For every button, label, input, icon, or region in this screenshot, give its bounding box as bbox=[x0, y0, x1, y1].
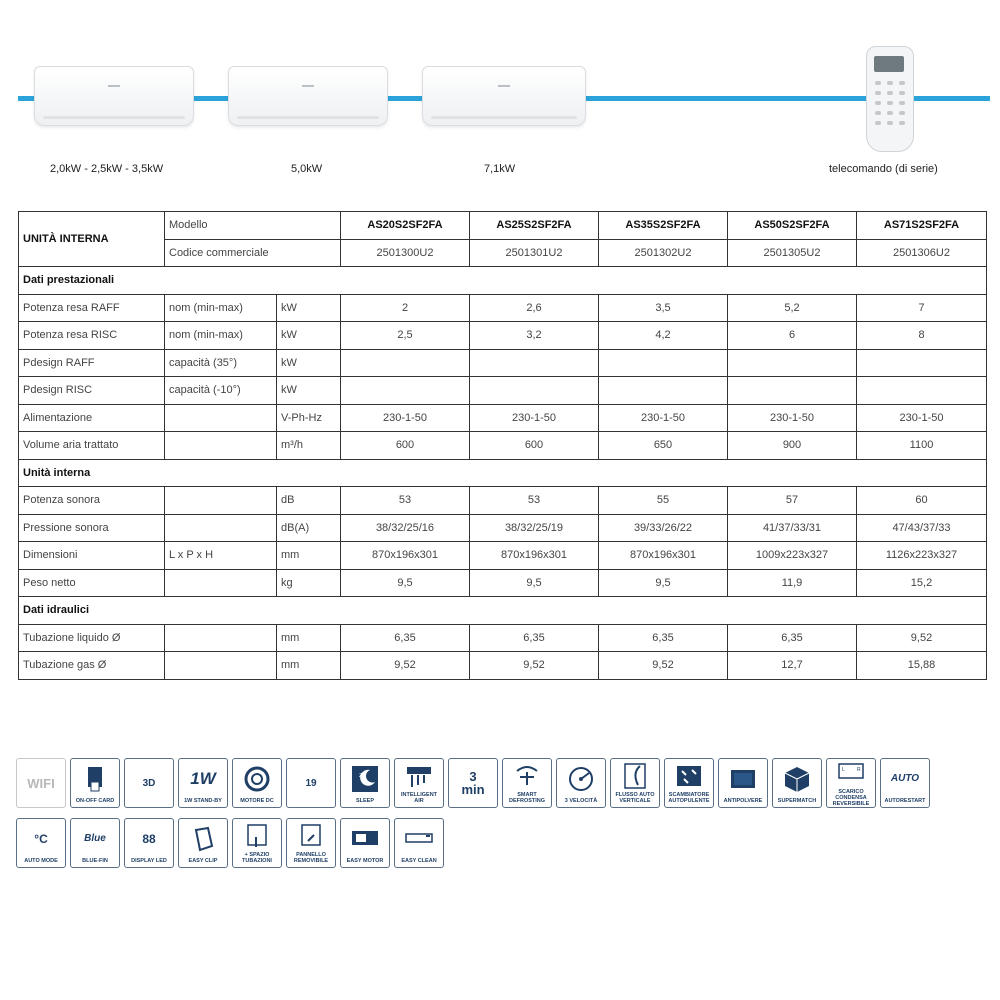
row-value bbox=[470, 377, 599, 405]
feature-label: MOTORE DC bbox=[240, 798, 274, 804]
on-off-card-icon-glyph bbox=[80, 764, 110, 794]
icon-glyph: 88 bbox=[142, 831, 156, 846]
row-condition bbox=[165, 487, 277, 515]
row-value: 12,7 bbox=[728, 652, 857, 680]
row-value bbox=[857, 377, 987, 405]
feature-label: ON-OFF CARD bbox=[75, 798, 115, 804]
remote-control bbox=[866, 46, 914, 152]
reversible-drain-icon bbox=[826, 758, 876, 808]
row-value: 11,9 bbox=[728, 569, 857, 597]
row-value: 870x196x301 bbox=[599, 542, 728, 570]
row-value: 4,2 bbox=[599, 322, 728, 350]
row-label: Potenza resa RISC bbox=[19, 322, 165, 350]
row-condition bbox=[165, 514, 277, 542]
row-unit: dB(A) bbox=[277, 514, 341, 542]
3-speeds-icon bbox=[556, 758, 606, 808]
row-value: 600 bbox=[341, 432, 470, 460]
supermatch-icon-glyph bbox=[782, 764, 812, 794]
row-unit: mm bbox=[277, 624, 341, 652]
feature-label: SCARICO CONDENSA REVERSIBILE bbox=[832, 789, 870, 807]
pipe-space-icon bbox=[232, 818, 282, 868]
row-value: 8 bbox=[857, 322, 987, 350]
row-value bbox=[341, 377, 470, 405]
row-value: 6,35 bbox=[341, 624, 470, 652]
feature-label: SUPERMATCH bbox=[777, 798, 817, 804]
section-row bbox=[19, 597, 987, 625]
row-label: Tubazione gas Ø bbox=[19, 652, 165, 680]
row-value: 53 bbox=[470, 487, 599, 515]
indoor-unit-header: UNITÀ INTERNA bbox=[19, 212, 165, 267]
row-unit: kW bbox=[277, 294, 341, 322]
wifi-icon bbox=[16, 758, 66, 808]
commercial-code: 2501301U2 bbox=[470, 239, 599, 267]
row-unit: m³/h bbox=[277, 432, 341, 460]
table-row bbox=[19, 624, 987, 652]
feature-label: SLEEP bbox=[355, 798, 375, 804]
model-name: AS71S2SF2FA bbox=[857, 212, 987, 240]
model-name: AS35S2SF2FA bbox=[599, 212, 728, 240]
product-hero bbox=[0, 0, 1000, 200]
row-value: 38/32/25/19 bbox=[470, 514, 599, 542]
icon-glyph: °C bbox=[34, 831, 48, 846]
auto-restart-icon bbox=[880, 758, 930, 808]
vertical-flow-icon bbox=[610, 758, 660, 808]
auto-mode-icon bbox=[16, 818, 66, 868]
feature-label: FLUSSO AUTO VERTICALE bbox=[615, 792, 655, 804]
smart-defrosting-icon-glyph bbox=[512, 761, 542, 791]
row-label: Pressione sonora bbox=[19, 514, 165, 542]
row-value bbox=[728, 377, 857, 405]
row-label: Peso netto bbox=[19, 569, 165, 597]
model-name: AS25S2SF2FA bbox=[470, 212, 599, 240]
self-cleaning-exchanger-icon bbox=[664, 758, 714, 808]
row-value: 41/37/33/31 bbox=[728, 514, 857, 542]
table-row bbox=[19, 377, 987, 405]
row-value: 3,2 bbox=[470, 322, 599, 350]
row-value bbox=[470, 349, 599, 377]
section-row bbox=[19, 267, 987, 295]
row-value: 60 bbox=[857, 487, 987, 515]
reversible-drain-icon-glyph bbox=[836, 759, 866, 789]
icon-glyph: 1W bbox=[190, 768, 216, 788]
row-value: 230-1-50 bbox=[728, 404, 857, 432]
row-value: 230-1-50 bbox=[857, 404, 987, 432]
indoor-unit-medium bbox=[228, 66, 388, 126]
feature-label: AUTORESTART bbox=[884, 798, 926, 804]
feature-label: EASY CLEAN bbox=[401, 858, 437, 864]
table-row bbox=[19, 569, 987, 597]
feature-label: SCAMBIATORE AUTOPULENTE bbox=[668, 792, 710, 804]
feature-label: ANTIPOLVERE bbox=[723, 798, 763, 804]
intelligent-air-icon-glyph bbox=[404, 761, 434, 791]
svg-text:L: L bbox=[842, 767, 845, 773]
code-label: Codice commerciale bbox=[165, 239, 341, 267]
row-unit: V-Ph-Hz bbox=[277, 404, 341, 432]
indoor-unit-small bbox=[34, 66, 194, 126]
spec-table bbox=[18, 211, 987, 680]
row-value: 15,2 bbox=[857, 569, 987, 597]
row-value: 230-1-50 bbox=[341, 404, 470, 432]
row-condition: nom (min-max) bbox=[165, 322, 277, 350]
row-condition bbox=[165, 404, 277, 432]
caption-large-unit: 7,1kW bbox=[484, 163, 516, 175]
table-row bbox=[19, 514, 987, 542]
easy-clip-icon-glyph bbox=[188, 824, 218, 854]
row-value: 9,52 bbox=[470, 652, 599, 680]
row-value: 2,5 bbox=[341, 322, 470, 350]
row-value: 1009x223x327 bbox=[728, 542, 857, 570]
commercial-code: 2501300U2 bbox=[341, 239, 470, 267]
commercial-code: 2501302U2 bbox=[599, 239, 728, 267]
feature-label: BLUE-FIN bbox=[82, 858, 108, 864]
row-value bbox=[341, 349, 470, 377]
pipe-space-icon-glyph bbox=[242, 821, 272, 851]
row-value: 600 bbox=[470, 432, 599, 460]
row-value: 6,35 bbox=[599, 624, 728, 652]
row-label: Volume aria trattato bbox=[19, 432, 165, 460]
row-value: 2 bbox=[341, 294, 470, 322]
row-value: 9,5 bbox=[470, 569, 599, 597]
easy-clip-icon bbox=[178, 818, 228, 868]
feature-label: DISPLAY LED bbox=[131, 858, 167, 864]
model-name: AS20S2SF2FA bbox=[341, 212, 470, 240]
icon-glyph: Blue bbox=[84, 833, 106, 844]
row-value bbox=[857, 349, 987, 377]
row-value: 15,88 bbox=[857, 652, 987, 680]
anti-dust-icon bbox=[718, 758, 768, 808]
row-unit: mm bbox=[277, 652, 341, 680]
caption-remote: telecomando (di serie) bbox=[829, 163, 938, 175]
row-value: 870x196x301 bbox=[470, 542, 599, 570]
indoor-unit-large bbox=[422, 66, 586, 126]
row-value: 47/43/37/33 bbox=[857, 514, 987, 542]
3d-airflow-icon bbox=[124, 758, 174, 808]
row-value: 9,5 bbox=[599, 569, 728, 597]
3-min-icon bbox=[448, 758, 498, 808]
row-condition: capacità (-10°) bbox=[165, 377, 277, 405]
row-value: 57 bbox=[728, 487, 857, 515]
self-cleaning-exchanger-icon-glyph bbox=[674, 761, 704, 791]
feature-label: 3 VELOCITÀ bbox=[564, 798, 598, 804]
display-led-icon bbox=[124, 818, 174, 868]
row-unit: kW bbox=[277, 322, 341, 350]
3-speeds-icon-glyph bbox=[566, 764, 596, 794]
smart-defrosting-icon bbox=[502, 758, 552, 808]
easy-clean-icon-glyph bbox=[404, 824, 434, 854]
table-row bbox=[19, 487, 987, 515]
section-title: Unità interna bbox=[19, 459, 987, 487]
19db-icon bbox=[286, 758, 336, 808]
easy-clean-icon bbox=[394, 818, 444, 868]
row-value: 650 bbox=[599, 432, 728, 460]
row-label: Pdesign RISC bbox=[19, 377, 165, 405]
row-value: 53 bbox=[341, 487, 470, 515]
commercial-code: 2501306U2 bbox=[857, 239, 987, 267]
model-name: AS50S2SF2FA bbox=[728, 212, 857, 240]
row-label: Alimentazione bbox=[19, 404, 165, 432]
removable-panel-icon bbox=[286, 818, 336, 868]
row-value: 3,5 bbox=[599, 294, 728, 322]
row-value bbox=[728, 349, 857, 377]
row-value: 2,6 bbox=[470, 294, 599, 322]
row-condition: L x P x H bbox=[165, 542, 277, 570]
row-value: 9,52 bbox=[341, 652, 470, 680]
row-condition: nom (min-max) bbox=[165, 294, 277, 322]
svg-text:z: z bbox=[359, 771, 363, 779]
row-value: 870x196x301 bbox=[341, 542, 470, 570]
feature-row-1 bbox=[16, 758, 986, 808]
easy-motor-icon-glyph bbox=[350, 824, 380, 854]
feature-label: 1W STAND-BY bbox=[184, 798, 222, 804]
section-title: Dati prestazionali bbox=[19, 267, 987, 295]
table-row bbox=[19, 322, 987, 350]
row-value: 38/32/25/16 bbox=[341, 514, 470, 542]
row-value: 9,5 bbox=[341, 569, 470, 597]
row-value: 900 bbox=[728, 432, 857, 460]
table-row bbox=[19, 652, 987, 680]
row-value: 9,52 bbox=[857, 624, 987, 652]
row-value: 55 bbox=[599, 487, 728, 515]
sleep-icon-glyph bbox=[350, 764, 380, 794]
row-condition: capacità (35°) bbox=[165, 349, 277, 377]
row-value: 9,52 bbox=[599, 652, 728, 680]
model-label: Modello bbox=[165, 212, 341, 240]
icon-glyph: 19 bbox=[305, 777, 317, 789]
icon-glyph: 3D bbox=[142, 777, 156, 789]
row-label: Dimensioni bbox=[19, 542, 165, 570]
table-row bbox=[19, 432, 987, 460]
row-label: Potenza sonora bbox=[19, 487, 165, 515]
caption-medium-unit: 5,0kW bbox=[291, 163, 323, 175]
feature-label: + SPAZIO TUBAZIONI bbox=[242, 852, 272, 864]
row-value: 6,35 bbox=[728, 624, 857, 652]
commercial-code: 2501305U2 bbox=[728, 239, 857, 267]
feature-label: AUTO MODE bbox=[24, 858, 58, 864]
table-row bbox=[19, 294, 987, 322]
feature-label: PANNELLO REMOVIBILE bbox=[293, 852, 329, 864]
row-unit: kW bbox=[277, 377, 341, 405]
sleep-icon bbox=[340, 758, 390, 808]
row-value: 5,2 bbox=[728, 294, 857, 322]
dc-motor-icon bbox=[232, 758, 282, 808]
supermatch-icon bbox=[772, 758, 822, 808]
dc-motor-icon-glyph bbox=[242, 764, 272, 794]
easy-motor-icon bbox=[340, 818, 390, 868]
section-title: Dati idraulici bbox=[19, 597, 987, 625]
blue-fin-icon bbox=[70, 818, 120, 868]
row-value bbox=[599, 349, 728, 377]
row-value: 230-1-50 bbox=[599, 404, 728, 432]
row-unit: kW bbox=[277, 349, 341, 377]
feature-label: EASY CLIP bbox=[188, 858, 218, 864]
removable-panel-icon-glyph bbox=[296, 821, 326, 851]
icon-glyph: 3 min bbox=[461, 769, 485, 797]
feature-label: INTELLIGENT AIR bbox=[400, 792, 438, 804]
svg-text:R: R bbox=[857, 767, 861, 773]
row-value: 6,35 bbox=[470, 624, 599, 652]
table-row bbox=[19, 404, 987, 432]
section-row bbox=[19, 459, 987, 487]
icon-glyph: WIFI bbox=[27, 775, 55, 791]
feature-label: EASY MOTOR bbox=[346, 858, 384, 864]
row-unit: dB bbox=[277, 487, 341, 515]
row-condition bbox=[165, 624, 277, 652]
row-label: Potenza resa RAFF bbox=[19, 294, 165, 322]
intelligent-air-icon bbox=[394, 758, 444, 808]
row-value: 39/33/26/22 bbox=[599, 514, 728, 542]
feature-row-2 bbox=[16, 818, 986, 868]
row-value: 1126x223x327 bbox=[857, 542, 987, 570]
row-condition bbox=[165, 652, 277, 680]
row-value: 230-1-50 bbox=[470, 404, 599, 432]
row-label: Tubazione liquido Ø bbox=[19, 624, 165, 652]
caption-small-units: 2,0kW - 2,5kW - 3,5kW bbox=[50, 163, 164, 175]
icon-glyph: AUTO bbox=[890, 773, 920, 784]
table-row bbox=[19, 349, 987, 377]
row-value bbox=[599, 377, 728, 405]
vertical-flow-icon-glyph bbox=[620, 761, 650, 791]
row-value: 7 bbox=[857, 294, 987, 322]
feature-icons bbox=[16, 758, 986, 878]
row-unit: mm bbox=[277, 542, 341, 570]
row-label: Pdesign RAFF bbox=[19, 349, 165, 377]
standby-1w-icon bbox=[178, 758, 228, 808]
on-off-card-icon bbox=[70, 758, 120, 808]
row-condition bbox=[165, 569, 277, 597]
row-condition bbox=[165, 432, 277, 460]
feature-label: SMART DEFROSTING bbox=[508, 792, 546, 804]
row-value: 6 bbox=[728, 322, 857, 350]
row-unit: kg bbox=[277, 569, 341, 597]
row-value: 1100 bbox=[857, 432, 987, 460]
table-row bbox=[19, 542, 987, 570]
anti-dust-icon-glyph bbox=[728, 764, 758, 794]
